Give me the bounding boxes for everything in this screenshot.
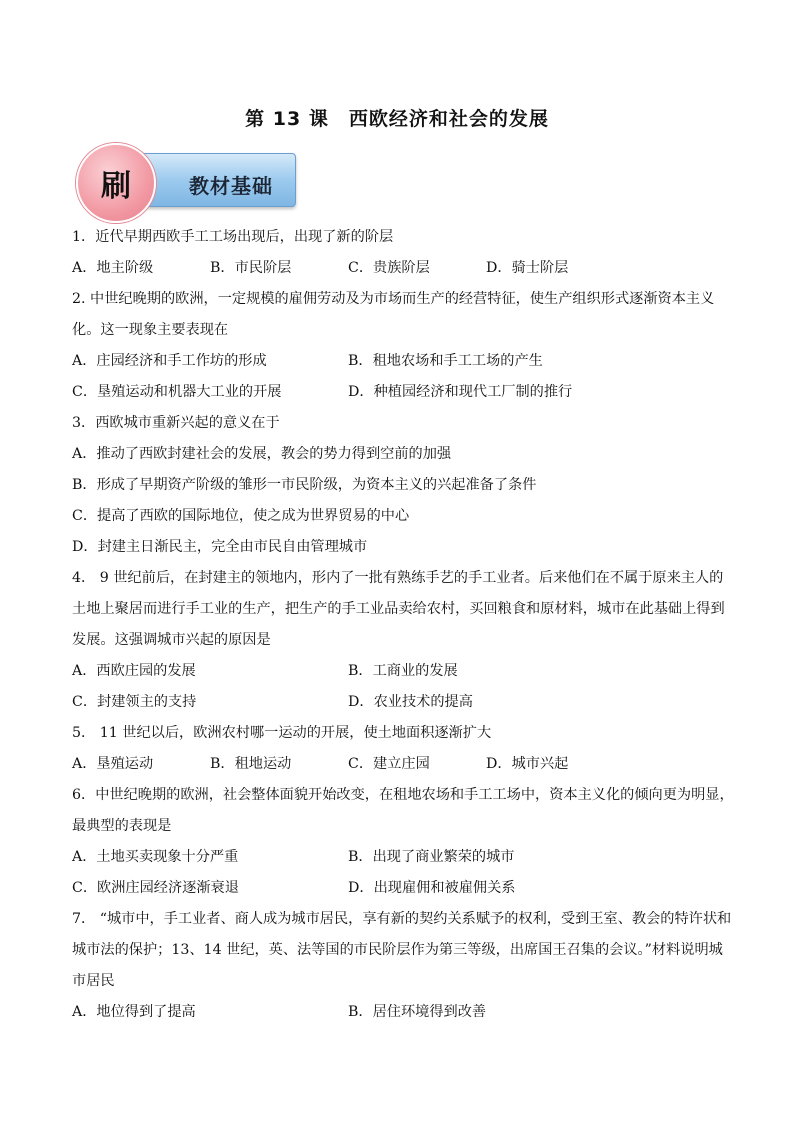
option-c: C．建立庄园 (348, 756, 430, 772)
option-d: D．骑士阶层 (486, 260, 569, 276)
question-stem: 3．西欧城市重新兴起的意义在于 (72, 415, 280, 431)
option-b: B．形成了早期资产阶级的雏形一市民阶级，为资本主义的兴起准备了条件 (72, 477, 537, 493)
option-b: B．市民阶层 (210, 260, 292, 276)
question-3 (72, 408, 736, 563)
question-1 (72, 222, 736, 284)
question-stem: 5． 11 世纪以后，欧洲农村哪一运动的开展，使土地面积逐渐扩大 (72, 725, 492, 741)
option-row (72, 997, 736, 1028)
option-row (72, 749, 736, 780)
option-a: A．垦殖运动 (72, 756, 154, 772)
question-stem: 7． “城市中，手工业者、商人成为城市居民，享有新的契约关系赋予的权利，受到王室、教会的特许状和城市法的保护；13、14 世纪，英、法等国的市民阶层作为第三等级，出席国王召集的会议。”材料说明城市居民 (72, 911, 732, 989)
question-7 (72, 904, 736, 1028)
option-a: A．庄园经济和手工作坊的形成 (72, 353, 267, 369)
question-list (72, 222, 736, 1028)
option-d: D．农业技术的提高 (348, 694, 473, 710)
question-2 (72, 284, 736, 408)
option-a: A．地主阶级 (72, 260, 154, 276)
question-stem: 2. 中世纪晚期的欧洲，一定规模的雇佣劳动及为市场而生产的经营特征，使生产组织形式逐渐资本主义化。这一现象主要表现在 (72, 291, 715, 338)
option-row (72, 842, 736, 904)
option-row (72, 439, 736, 563)
question-6 (72, 780, 736, 904)
section-banner (76, 150, 294, 208)
option-a: A．西欧庄园的发展 (72, 663, 196, 679)
option-b: B．租地农场和手工工场的产生 (348, 353, 543, 369)
question-stem: 4． 9 世纪前后，在封建主的领地内，形内了一批有熟练手艺的手工业者。后来他们在不属于原来主人的土地上聚居而进行手工业的生产，把生产的手工业品卖给农村，买回粮食和原材料，城市在此基础上得到发展。这强调城市兴起的原因是 (72, 570, 725, 648)
option-d: D．出现雇佣和被雇佣关系 (348, 880, 516, 896)
option-a: A．地位得到了提高 (72, 1004, 196, 1020)
option-d: D．种植园经济和现代工厂制的推行 (348, 384, 573, 400)
option-c: C．提高了西欧的国际地位，使之成为世界贸易的中心 (72, 508, 410, 524)
page-title: 第 13 课 西欧经济和社会的发展 (245, 108, 549, 130)
option-b: B．居住环境得到改善 (348, 1004, 487, 1020)
question-5 (72, 718, 736, 780)
option-b: B．出现了商业繁荣的城市 (348, 849, 515, 865)
option-c: C．垦殖运动和机器大工业的开展 (72, 384, 282, 400)
option-row (72, 253, 736, 284)
option-d: D．封建主日渐民主，完全由市民自由管理城市 (72, 539, 368, 555)
banner-badge-text: 刷 (101, 169, 131, 204)
option-row (72, 346, 736, 408)
option-c: C．贵族阶层 (348, 260, 430, 276)
option-a: A．土地买卖现象十分严重 (72, 849, 239, 865)
question-4 (72, 563, 736, 718)
option-c: C．封建领主的支持 (72, 694, 197, 710)
option-a: A．推动了西欧封建社会的发展，教会的势力得到空前的加强 (72, 446, 452, 462)
option-c: C．欧洲庄园经济逐渐衰退 (72, 880, 239, 896)
option-b: B．租地运动 (210, 756, 292, 772)
option-d: D．城市兴起 (486, 756, 569, 772)
banner-badge-circle (76, 143, 156, 223)
question-stem: 1．近代早期西欧手工工场出现后，出现了新的阶层 (72, 229, 394, 245)
option-b: B．工商业的发展 (348, 663, 458, 679)
option-row (72, 656, 736, 718)
question-stem: 6．中世纪晚期的欧洲，社会整体面貌开始改变，在租地农场和手工工场中，资本主义化的倾向更为明显，最典型的表现是 (72, 787, 734, 834)
banner-label: 教材基础 (189, 174, 273, 198)
